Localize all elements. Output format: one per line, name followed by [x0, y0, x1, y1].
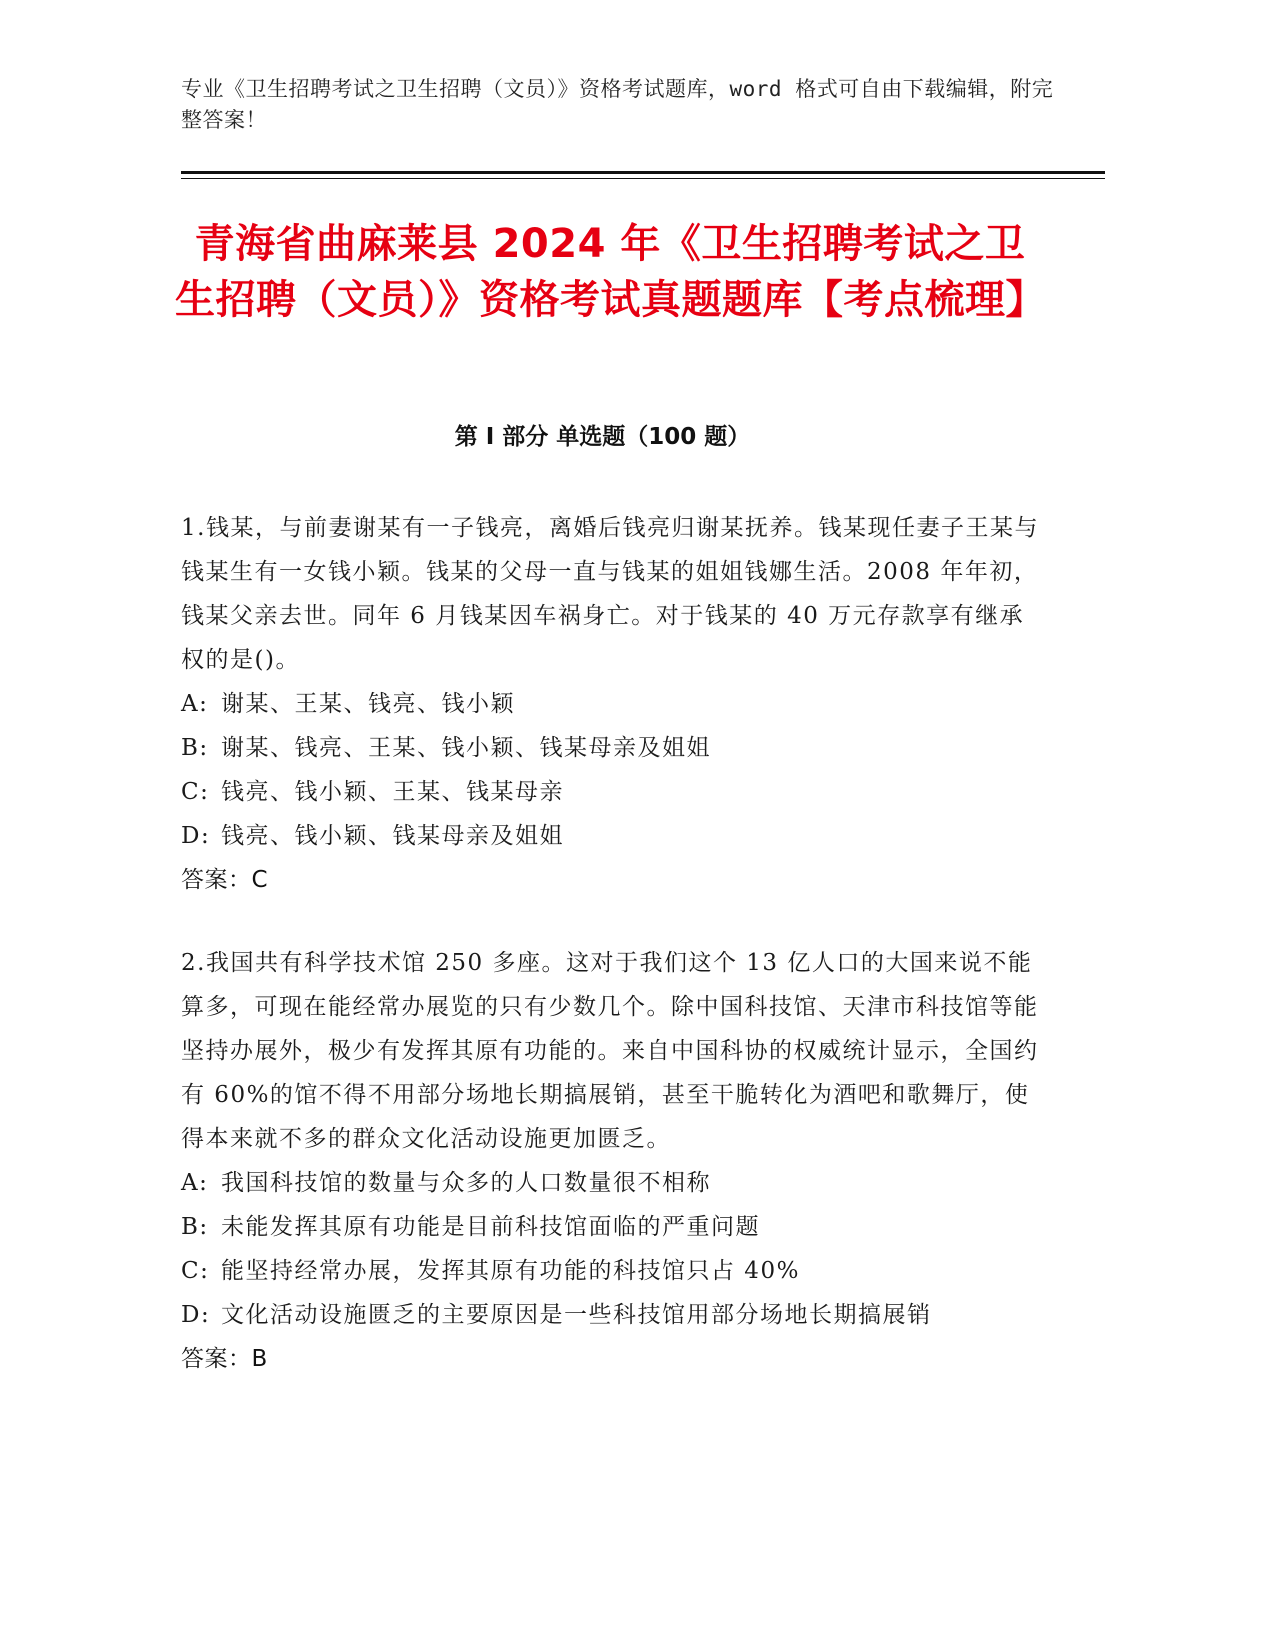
option-text: 未能发挥其原有功能是目前科技馆面临的严重问题 — [221, 1214, 760, 1240]
option-letter: B: — [181, 735, 209, 761]
option-text: 钱亮、钱小颖、王某、钱某母亲 — [221, 779, 564, 805]
option-a — [181, 682, 1041, 726]
option-d — [181, 1293, 1041, 1337]
document-title: 青海省曲麻莱县 2024 年《卫生招聘考试之卫生招聘（文员）》资格考试真题题库【考点梳理】 — [175, 221, 1046, 323]
option-letter: C: — [181, 1258, 210, 1284]
option-letter: A: — [181, 691, 209, 717]
option-letter: D: — [181, 1302, 211, 1328]
option-text: 谢某、钱亮、王某、钱小颖、钱某母亲及姐姐 — [221, 735, 711, 761]
option-list — [181, 682, 1041, 858]
header-rule-thick — [181, 171, 1105, 174]
question-1 — [181, 506, 1041, 902]
option-c — [181, 1249, 1041, 1293]
answer-line: 答案：C — [181, 867, 269, 893]
section-heading: 第 I 部分 单选题（100 题） — [454, 424, 751, 450]
option-letter: C: — [181, 779, 210, 805]
question-stem: 1.钱某，与前妻谢某有一子钱亮，离婚后钱亮归谢某抚养。钱某现任妻子王某与钱某生有一女钱小颖。钱某的父母一直与钱某的姐姐钱娜生活。2008 年年初，钱某父亲去世。同年 6 月钱某因车祸身亡。对于钱某的 40 万元存款享有继承权的是()。 — [181, 515, 1039, 673]
option-text: 我国科技馆的数量与众多的人口数量很不相称 — [221, 1170, 711, 1196]
option-text: 文化活动设施匮乏的主要原因是一些科技馆用部分场地长期搞展销 — [221, 1302, 932, 1328]
option-b — [181, 1205, 1041, 1249]
question-stem: 2.我国共有科学技术馆 250 多座。这对于我们这个 13 亿人口的大国来说不能算多，可现在能经常办展览的只有少数几个。除中国科技馆、天津市科技馆等能坚持办展外，极少有发挥其原有功能的。来自中国科协的权威统计显示，全国约有 60%的馆不得不用部分场地长期搞展销，甚至干脆转化为酒吧和歌舞厅，使得本来就不多的群众文化活动设施更加匮乏。 — [181, 950, 1039, 1152]
option-text: 谢某、王某、钱亮、钱小颖 — [221, 691, 515, 717]
option-text: 钱亮、钱小颖、钱某母亲及姐姐 — [221, 823, 564, 849]
option-c — [181, 770, 1041, 814]
answer-line: 答案：B — [181, 1346, 268, 1372]
option-letter: A: — [181, 1170, 209, 1196]
header-rule-thin — [181, 178, 1105, 179]
option-a — [181, 1161, 1041, 1205]
option-letter: B: — [181, 1214, 209, 1240]
question-2 — [181, 941, 1041, 1381]
option-d — [181, 814, 1041, 858]
header-note: 专业《卫生招聘考试之卫生招聘（文员）》资格考试题库，word 格式可自由下载编辑，附完整答案！ — [181, 77, 1054, 132]
option-list — [181, 1161, 1041, 1337]
option-b — [181, 726, 1041, 770]
option-text: 能坚持经常办展，发挥其原有功能的科技馆只占 40% — [221, 1258, 800, 1284]
option-letter: D: — [181, 823, 211, 849]
